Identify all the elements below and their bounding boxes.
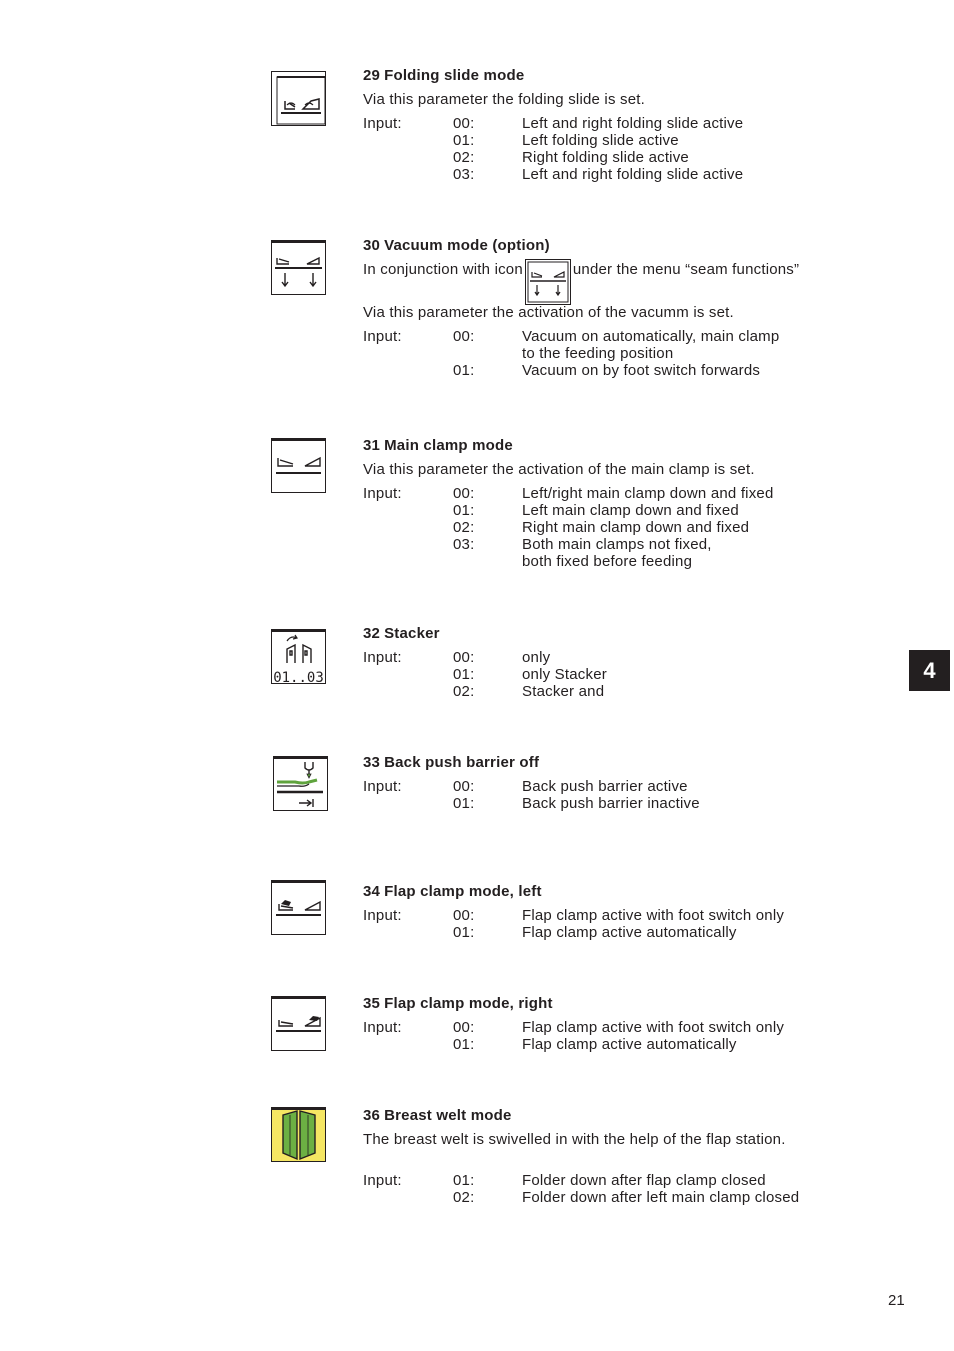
section-32 [363,625,883,700]
section-description: Via this parameter the folding slide is set. [363,91,646,108]
chapter-tab: 4 [909,650,950,691]
input-row: 01: Flap clamp active automatically [453,1036,737,1053]
input-row: 02: Folder down after left main clamp closed [453,1189,800,1206]
input-row: Input: 01: Folder down after flap clamp closed [363,1172,766,1189]
input-row: Input: 00: Vacuum on automatically, main clamp [363,328,780,345]
flap-clamp-left-icon [271,880,326,935]
input-row: 02: Right main clamp down and fixed [453,519,750,536]
input-row: 01: Vacuum on by foot switch forwards [453,362,761,379]
input-row: Input: 00: Back push barrier active [363,778,688,795]
section-heading: 32 Stacker [363,625,440,642]
section-description: The breast welt is swivelled in with the help of the flap station. [363,1131,786,1148]
input-row: 01: Left folding slide active [453,132,679,149]
input-row: 02: Stacker and [453,683,605,700]
input-row: 01: only Stacker [453,666,607,683]
section-heading: 29 Folding slide mode [363,67,525,84]
page-number: 21 [888,1292,905,1309]
section-36 [363,1107,883,1206]
section-heading: 33 Back push barrier off [363,754,540,771]
input-row: Input: 00: Left/right main clamp down and fixed [363,485,774,502]
input-row: 03: Left and right folding slide active [453,166,744,183]
input-row: 03: Both main clamps not fixed, [453,536,712,553]
section-33 [363,754,883,812]
section-heading: 34 Flap clamp mode, left [363,883,542,900]
section-description: Via this parameter the activation of the vacumm is set. [363,304,734,321]
main-clamp-icon [271,438,326,493]
breast-welt-icon [271,1107,326,1162]
folding-slide-icon [271,71,326,126]
input-row: Input: 00: only [363,649,551,666]
section-heading: 36 Breast welt mode [363,1107,512,1124]
vacuum-inline-icon [525,259,571,305]
input-row: 01: Left main clamp down and fixed [453,502,739,519]
input-row: Input: 00: Flap clamp active with foot switch only [363,907,785,924]
section-heading: 31 Main clamp mode [363,437,513,454]
input-row: Input: 00: Flap clamp active with foot switch only [363,1019,785,1036]
section-heading: 35 Flap clamp mode, right [363,995,553,1012]
input-row: to the feeding position [522,345,674,362]
vacuum-icon [271,240,326,295]
input-row: 01: Back push barrier inactive [453,795,700,812]
back-push-barrier-icon [273,756,328,811]
input-row: both fixed before feeding [522,553,693,570]
flap-clamp-right-icon [271,996,326,1051]
stacker-icon [271,629,326,684]
input-row: Input: 00: Left and right folding slide active [363,115,744,132]
section-34 [363,883,883,941]
input-row: 01: Flap clamp active automatically [453,924,737,941]
section-31 [363,437,883,570]
stacker-icon-label: 01..03 [273,670,324,684]
section-35 [363,995,883,1053]
section-29 [363,67,883,183]
input-row: 02: Right folding slide active [453,149,689,166]
section-heading: 30 Vacuum mode (option) [363,237,550,254]
section-description: Via this parameter the activation of the main clamp is set. [363,461,755,478]
section-note: In conjunction with icon under the menu “seam functions” [363,261,883,305]
section-30 [363,237,883,379]
